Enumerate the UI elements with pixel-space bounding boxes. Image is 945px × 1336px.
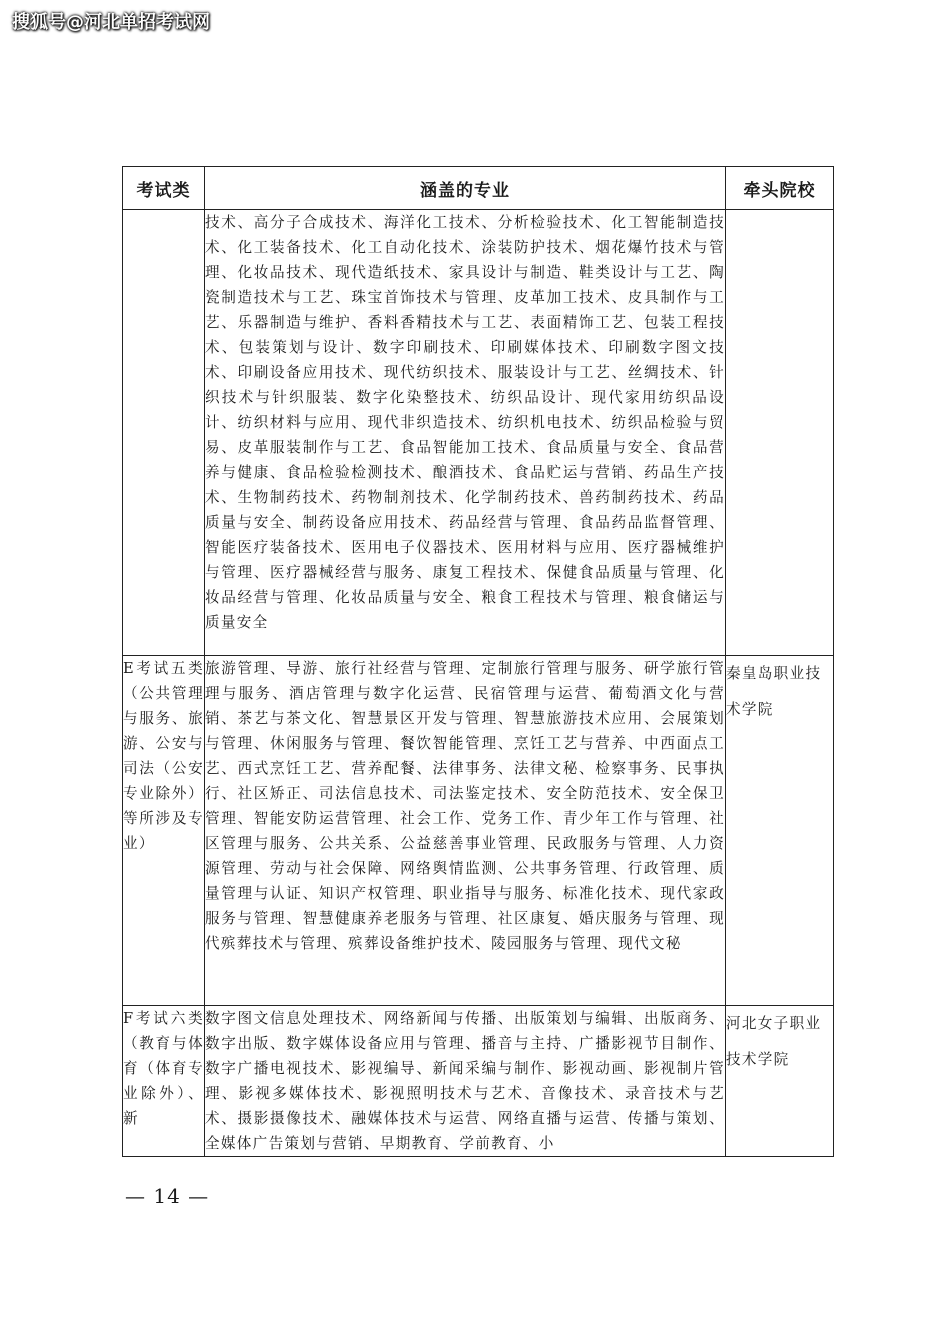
header-majors: 涵盖的专业: [205, 167, 726, 210]
category-cell: [123, 210, 205, 656]
table-row: [123, 656, 834, 1006]
page-number: — 14 —: [125, 1184, 210, 1208]
table-header-row: [123, 167, 834, 210]
category-cell: F考试六类（教育与体育（体育专业除外）、新: [123, 1006, 205, 1157]
category-cell: E考试五类（公共管理与服务、旅游、公安与司法（公安专业除外）等所涉及专业）: [123, 656, 205, 1006]
table-row: [123, 210, 834, 656]
table-row: [123, 1006, 834, 1157]
school-cell: 秦皇岛职业技术学院: [726, 656, 834, 1006]
school-cell: 河北女子职业技术学院: [726, 1006, 834, 1157]
majors-cell: 技术、高分子合成技术、海洋化工技术、分析检验技术、化工智能制造技术、化工装备技术、化工自动化技术、涂装防护技术、烟花爆竹技术与管理、化妆品技术、现代造纸技术、家具设计与制造、鞋类设计与工艺、陶瓷制造技术与工艺、珠宝首饰技术与管理、皮革加工技术、皮具制作与工艺、乐器制造与维护、香料香精技术与工艺、表面精饰工艺、包装工程技术、包装策划与设计、数字印刷技术、印刷媒体技术、印刷数字图文技术、印刷设备应用技术、现代纺织技术、服装设计与工艺、丝绸技术、针织技术与针织服装、数字化染整技术、纺织品设计、现代家用纺织品设计、纺织材料与应用、现代非织造技术、纺织机电技术、纺织品检验与贸易、皮革服装制作与工艺、食品智能加工技术、食品质量与安全、食品营养与健康、食品检验检测技术、酿酒技术、食品贮运与营销、药品生产技术、生物制药技术、药物制剂技术、化学制药技术、兽药制药技术、药品质量与安全、制药设备应用技术、药品经营与管理、食品药品监督管理、智能医疗装备技术、医用电子仪器技术、医用材料与应用、医疗器械维护与管理、医疗器械经营与服务、康复工程技术、保健食品质量与管理、化妆品经营与管理、化妆品质量与安全、粮食工程技术与管理、粮食储运与质量安全: [205, 210, 726, 656]
majors-cell: 数字图文信息处理技术、网络新闻与传播、出版策划与编辑、出版商务、数字出版、数字媒体设备应用与管理、播音与主持、广播影视节目制作、数字广播电视技术、影视编导、新闻采编与制作、影视动画、影视制片管理、影视多媒体技术、影视照明技术与艺术、音像技术、录音技术与艺术、摄影摄像技术、融媒体技术与运营、网络直播与运营、传播与策划、全媒体广告策划与营销、早期教育、学前教育、小: [205, 1006, 726, 1157]
watermark: 搜狐号@河北单招考试网: [12, 12, 210, 33]
majors-cell: 旅游管理、导游、旅行社经营与管理、定制旅行管理与服务、研学旅行管理与服务、酒店管理与数字化运营、民宿管理与运营、葡萄酒文化与营销、茶艺与茶文化、智慧景区开发与管理、智慧旅游技术应用、会展策划与管理、休闲服务与管理、餐饮智能管理、烹饪工艺与营养、中西面点工艺、西式烹饪工艺、营养配餐、法律事务、法律文秘、检察事务、民事执行、社区矫正、司法信息技术、司法鉴定技术、安全防范技术、安全保卫管理、智能安防运营管理、社会工作、党务工作、青少年工作与管理、社区管理与服务、公共关系、公益慈善事业管理、民政服务与管理、人力资源管理、劳动与社会保障、网络舆情监测、公共事务管理、行政管理、质量管理与认证、知识产权管理、职业指导与服务、标准化技术、现代家政服务与管理、智慧健康养老服务与管理、社区康复、婚庆服务与管理、现代殡葬技术与管理、殡葬设备维护技术、陵园服务与管理、现代文秘: [205, 656, 726, 1006]
header-lead-school: 牵头院校: [726, 167, 834, 210]
header-exam-category: 考试类: [123, 167, 205, 210]
school-cell: [726, 210, 834, 656]
majors-table: [122, 166, 834, 1157]
